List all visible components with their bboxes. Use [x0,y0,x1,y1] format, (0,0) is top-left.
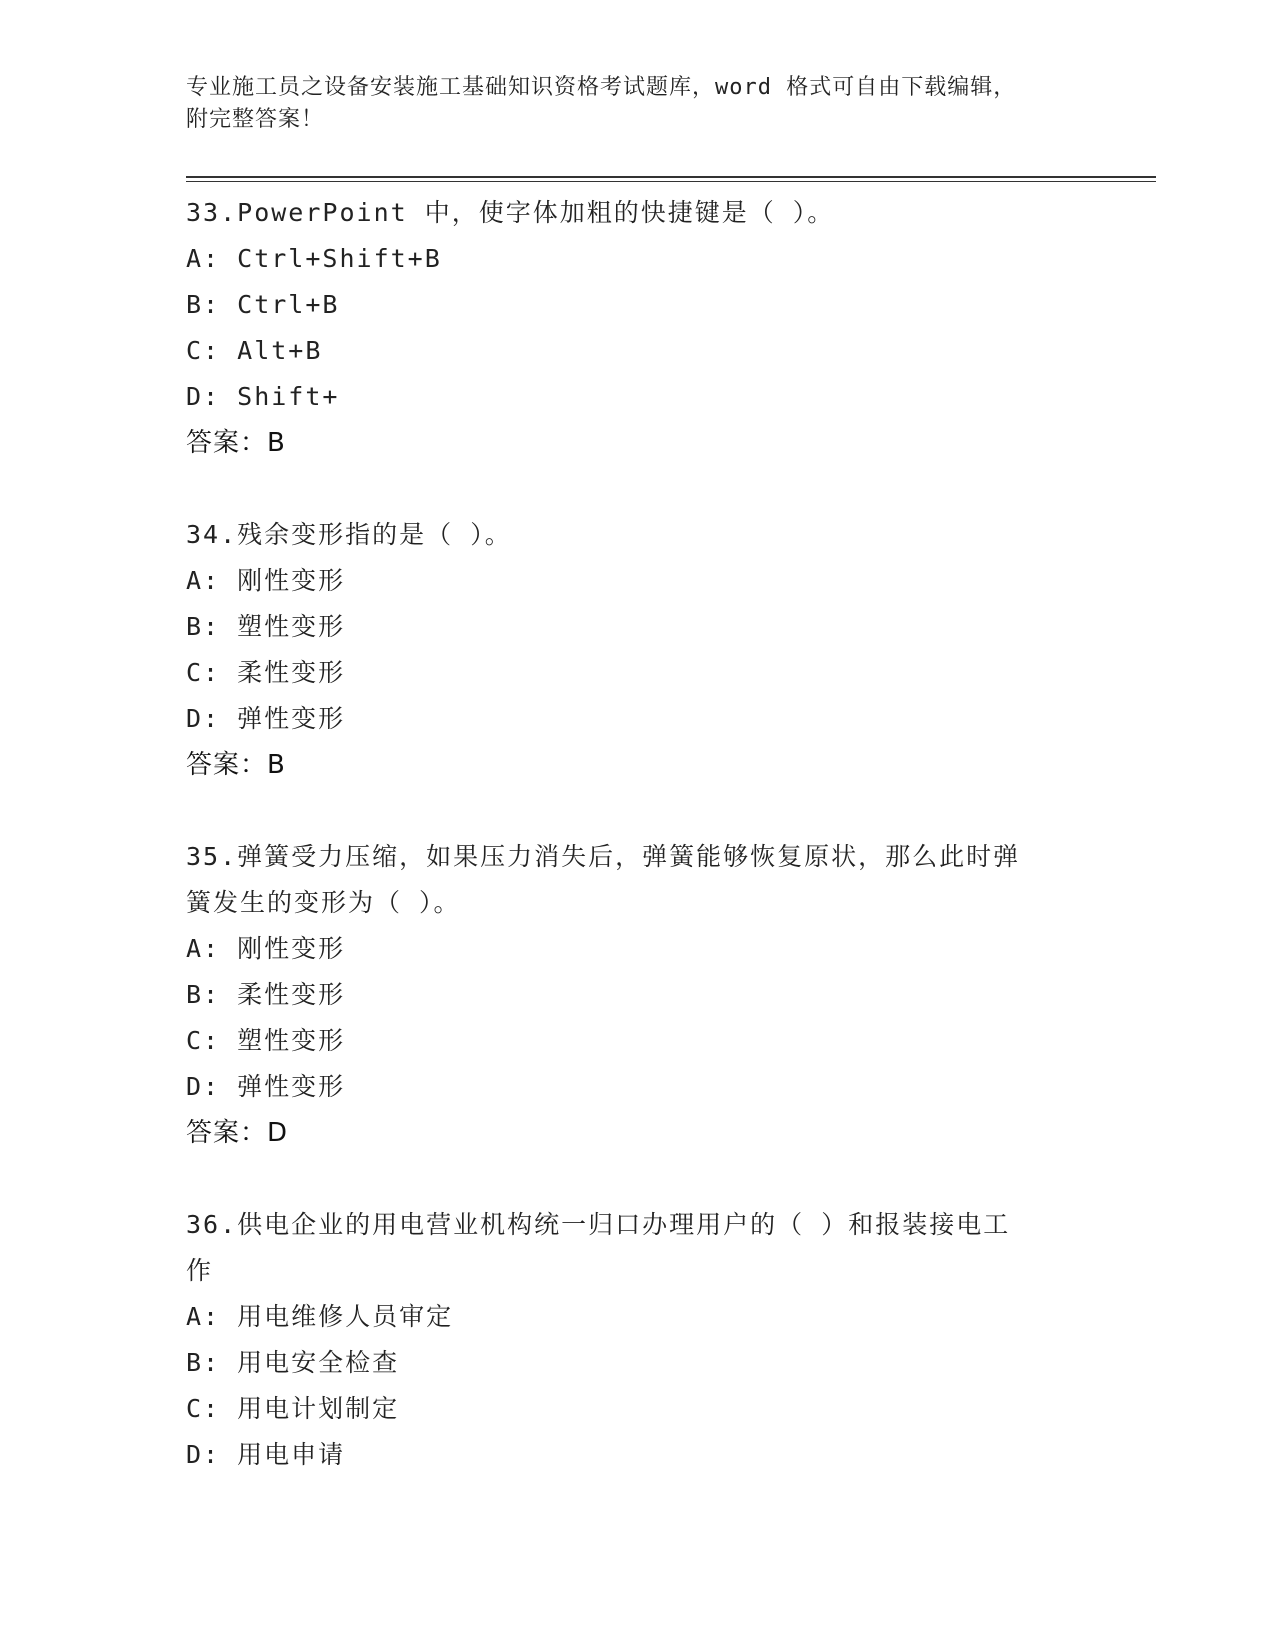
answer: 答案：B [186,750,286,780]
option-b: B: 塑性变形 [186,612,346,641]
question-stem: 33.PowerPoint 中，使字体加粗的快捷键是（ ）。 [186,198,835,227]
option-d: D: 弹性变形 [186,704,346,733]
question-stem: 35.弹簧受力压缩，如果压力消失后，弹簧能够恢复原状，那么此时弹 [186,842,1021,871]
option-a: A: 刚性变形 [186,566,346,595]
option-d: D: 弹性变形 [186,1072,346,1101]
option-a: A: Ctrl+Shift+B [186,244,442,273]
question-33 [186,190,1086,512]
option-a: A: 用电维修人员审定 [186,1302,454,1331]
option-c: C: 柔性变形 [186,658,346,687]
answer: 答案：D [186,1118,289,1148]
question-list [186,190,1086,1478]
question-stem-continued: 作 [186,1256,214,1285]
option-d: D: Shift+ [186,382,340,411]
question-36 [186,1202,1086,1478]
answer: 答案：B [186,428,286,458]
option-a: A: 刚性变形 [186,934,346,963]
option-b: B: Ctrl+B [186,290,340,319]
question-35 [186,834,1086,1202]
option-b: B: 柔性变形 [186,980,346,1009]
option-c: C: 用电计划制定 [186,1394,400,1423]
option-d: D: 用电申请 [186,1440,346,1469]
question-34 [186,512,1086,834]
question-stem-continued: 簧发生的变形为（ ）。 [186,888,461,917]
header-line-2: 附完整答案！ [186,107,325,132]
option-c: C: 塑性变形 [186,1026,346,1055]
question-stem: 36.供电企业的用电营业机构统一归口办理用户的（ ）和报装接电工 [186,1210,1011,1239]
header-divider-thin [186,181,1156,182]
document-header [186,72,1066,136]
header-line-1: 专业施工员之设备安装施工基础知识资格考试题库，word 格式可自由下载编辑， [186,75,1017,100]
option-c: C: Alt+B [186,336,323,365]
question-stem: 34.残余变形指的是（ ）。 [186,520,512,549]
header-divider [186,176,1156,178]
option-b: B: 用电安全检查 [186,1348,400,1377]
